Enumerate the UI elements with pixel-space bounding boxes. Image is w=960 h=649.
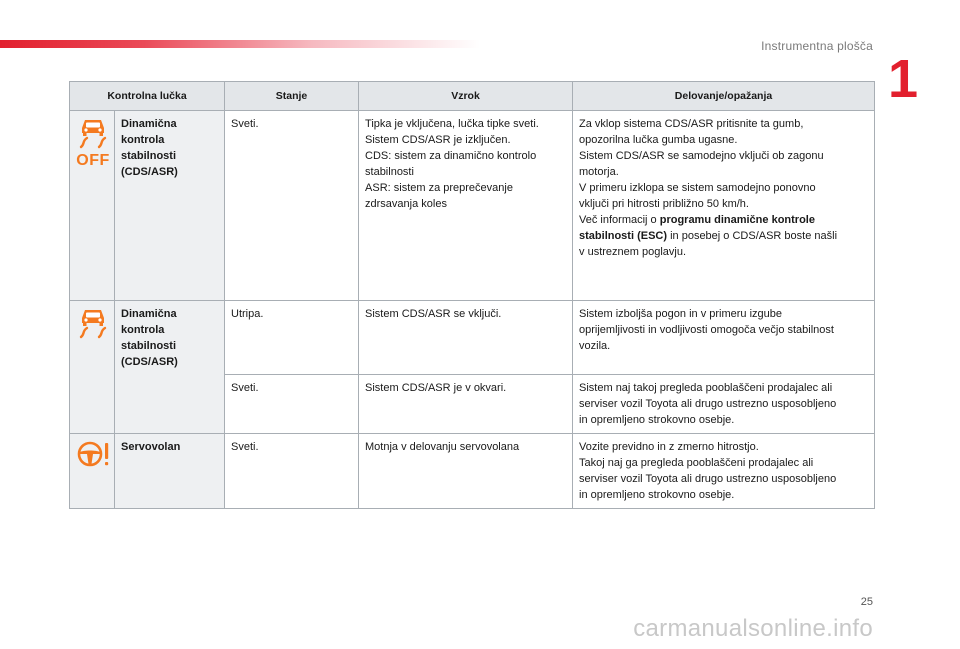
cause-cell: Sistem CDS/ASR se vključi. xyxy=(359,301,573,375)
table-row xyxy=(70,111,875,301)
column-header-cause: Vzrok xyxy=(359,82,573,111)
light-name-cell: Dinamična kontrola stabilnosti (CDS/ASR) xyxy=(115,111,225,301)
action-cell: Sistem naj takoj pregleda pooblaščeni prodajalec ali serviser vozil Toyota ali drugo ustrezno usposobljeno in opremljeno strokovno osebje. xyxy=(573,375,875,434)
table-row xyxy=(70,301,875,375)
icon-cell xyxy=(70,301,115,434)
header-accent-bar xyxy=(0,40,480,48)
skid-car-icon xyxy=(76,306,110,340)
cause-cell: Sistem CDS/ASR je v okvari. xyxy=(359,375,573,434)
light-name-cell: Servovolan xyxy=(115,434,225,509)
column-header-action: Delovanje/opažanja xyxy=(573,82,875,111)
icon-cell xyxy=(70,434,115,509)
steering-warning-icon xyxy=(76,439,112,469)
watermark: carmanualsonline.info xyxy=(633,615,873,642)
section-title: Instrumentna plošča xyxy=(761,39,873,53)
chapter-number: 1 xyxy=(887,49,918,109)
cause-cell: Motnja v delovanju servovolana xyxy=(359,434,573,509)
light-name-cell: Dinamična kontrola stabilnosti (CDS/ASR) xyxy=(115,301,225,434)
action-cell: Za vklop sistema CDS/ASR pritisnite ta gumb, opozorilna lučka gumba ugasne. Sistem CDS/ASR se samodejno vključi ob zagonu motorja. V primeru izklopa se sistem samodejno ponovno vključi pri hitrosti približno 50 km/h. Več informacij o programu dinamične kontrole stabilnosti (ESC) in posebej o CDS/ASR boste našli v ustreznem poglavju. xyxy=(573,111,875,301)
action-cell: Vozite previdno in z zmerno hitrostjo. Takoj naj ga pregleda pooblaščeni prodajalec ali serviser vozil Toyota ali drugo ustrezno usposobljeno in opremljeno strokovno osebje. xyxy=(573,434,875,509)
column-header-light: Kontrolna lučka xyxy=(70,82,225,111)
table-header-row xyxy=(70,82,875,111)
icon-cell xyxy=(70,111,115,301)
state-cell: Utripa. xyxy=(225,301,359,375)
off-badge: OFF xyxy=(76,152,110,169)
state-cell: Sveti. xyxy=(225,375,359,434)
state-cell: Sveti. xyxy=(225,111,359,301)
skid-car-icon xyxy=(76,116,110,150)
skid-car-off-icon xyxy=(76,116,110,169)
cause-cell: Tipka je vključena, lučka tipke sveti. Sistem CDS/ASR je izključen. CDS: sistem za dinamično kontrolo stabilnosti ASR: sistem za preprečevanje zdrsavanja koles xyxy=(359,111,573,301)
warning-lights-table xyxy=(69,81,875,509)
action-cell: Sistem izboljša pogon in v primeru izgube oprijemljivosti in vodljivosti omogoča večjo stabilnost vozila. xyxy=(573,301,875,375)
column-header-state: Stanje xyxy=(225,82,359,111)
page-number: 25 xyxy=(860,596,873,608)
table-row xyxy=(70,434,875,509)
state-cell: Sveti. xyxy=(225,434,359,509)
